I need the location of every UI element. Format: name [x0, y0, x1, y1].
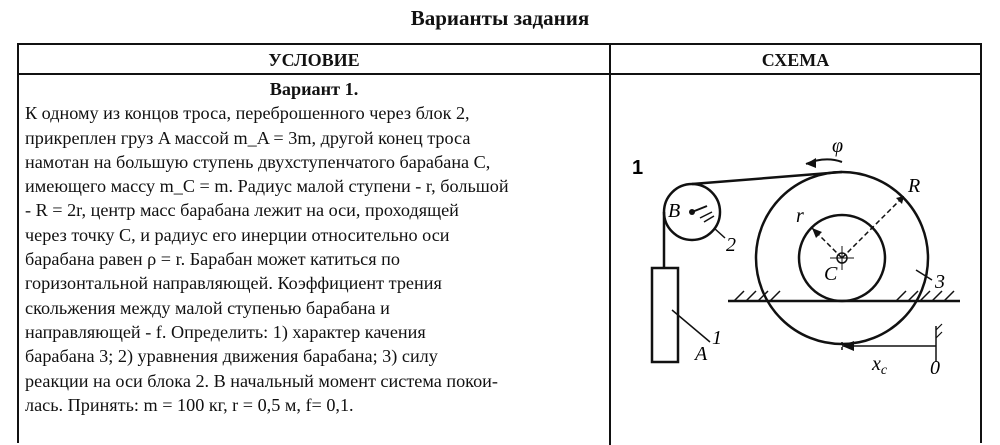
- condition-line: лась. Принять: m = 100 кг, r = 0,5 м, f= 0,1.: [25, 394, 354, 415]
- xc-arrowhead: [842, 341, 854, 351]
- label-phi: φ: [832, 135, 844, 157]
- pulley-hatch: [700, 212, 712, 218]
- pulley-hatch: [704, 216, 714, 222]
- condition-line: направляющей - f. Определить: 1) характер качения: [25, 321, 426, 342]
- leader-line-2: [714, 228, 725, 238]
- condition-line: - R = 2r, центр масс барабана лежит на оси, проходящей: [25, 200, 459, 221]
- leader-line-3: [916, 270, 932, 280]
- radius-R-line: [842, 196, 904, 258]
- load-A: [652, 268, 678, 362]
- condition-cell: [25, 77, 603, 417]
- label-A: A: [695, 343, 708, 365]
- radius-r-arrow: [812, 228, 822, 238]
- condition-line: намотан на большую ступень двухступенчатого барабана C,: [25, 151, 491, 172]
- label-1-small: 1: [712, 327, 722, 349]
- label-2: 2: [726, 234, 736, 256]
- mechanism-diagram: [610, 120, 980, 390]
- label-xc: $x_c$: [872, 353, 888, 378]
- label-B: B: [668, 200, 681, 222]
- condition-line: барабана 3; 2) уравнения движения барабана; 3) силу: [25, 346, 438, 367]
- pulley-bracket: [692, 206, 707, 212]
- condition-line: прикреплен груз A массой m_A = 3m, другой конец троса: [25, 127, 471, 148]
- header-scheme: СХЕМА: [611, 45, 980, 75]
- condition-line: барабана равен ρ = r. Барабан может катиться по: [25, 249, 400, 270]
- condition-line: К одному из концов троса, переброшенного через блок 2,: [25, 103, 470, 124]
- condition-line: горизонтальной направляющей. Коэффициент трения: [25, 273, 442, 294]
- page-title: Варианты задания: [410, 6, 590, 30]
- header-condition: УСЛОВИЕ: [19, 45, 611, 75]
- origin-hatching: [936, 324, 942, 338]
- condition-line: реакции на оси блока 2. В начальный момент система покои-: [25, 370, 498, 391]
- condition-line: имеющего массу m_C = m. Радиус малой ступени - r, большой: [25, 176, 509, 197]
- condition-line: скольжения между малой ступенью барабана и: [25, 297, 390, 318]
- label-R: R: [908, 175, 921, 197]
- label-1: 1: [632, 157, 644, 179]
- label-r: r: [796, 205, 804, 227]
- label-origin: 0: [930, 357, 940, 379]
- label-C: C: [824, 263, 838, 285]
- radius-R-arrow: [896, 196, 904, 204]
- label-3: 3: [935, 271, 945, 293]
- condition-line: через точку С, и радиус его инерции относительно оси: [25, 224, 450, 245]
- variant-heading: Вариант 1.: [269, 79, 359, 99]
